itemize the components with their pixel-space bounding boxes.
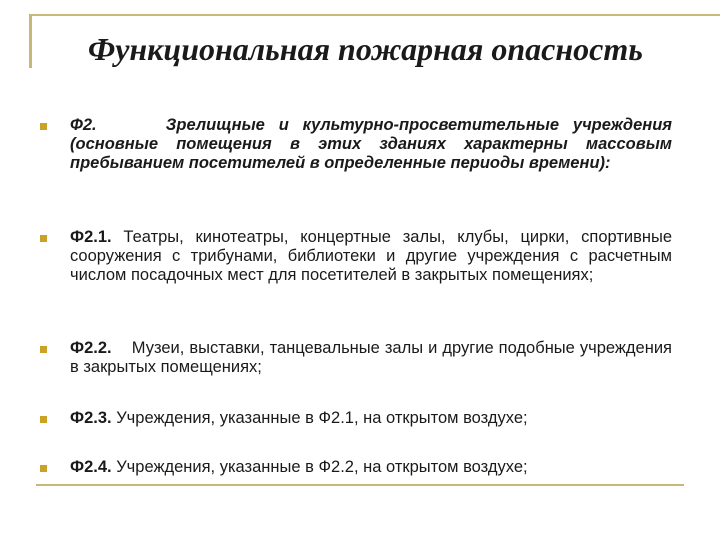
list-item-text: [70, 339, 672, 377]
bullet-marker: [40, 416, 47, 423]
bottom-rule: [36, 484, 684, 486]
list-item-text: [70, 228, 672, 285]
item-description: Учреждения, указанные в Ф2.1, на открытом воздухе;: [116, 409, 528, 427]
item-description: Музеи, выставки, танцевальные залы и другие подобные учреждения в закрытых помещениях;: [70, 339, 672, 376]
item-description: Зрелищные и культурно-просветительные учреждения (основные помещения в этих зданиях характерны массовым пребыванием посетителей в определенные периоды времени):: [70, 116, 673, 172]
list-item-text: [70, 409, 672, 428]
bullet-marker: [40, 346, 47, 353]
item-code: Ф2.4.: [70, 458, 112, 476]
item-code: Ф2.: [70, 116, 97, 134]
item-code: Ф2.1.: [70, 228, 112, 246]
top-rule: [29, 14, 720, 16]
item-description: Учреждения, указанные в Ф2.2, на открытом воздухе;: [116, 458, 528, 476]
list-item-text: [70, 116, 672, 173]
item-description: Театры, кинотеатры, концертные залы, клубы, цирки, спортивные сооружения с трибунами, библиотеки и другие учреждения с расчетным числом посадочных мест для посетителей в закрытых помещениях;: [70, 228, 673, 284]
bullet-marker: [40, 123, 47, 130]
bullet-marker: [40, 465, 47, 472]
item-code: Ф2.2.: [70, 339, 112, 357]
bullet-marker: [40, 235, 47, 242]
left-rule: [29, 14, 32, 68]
list-item-text: [70, 458, 672, 477]
item-code: Ф2.3.: [70, 409, 112, 427]
slide-title: Функциональная пожарная опасность: [88, 31, 643, 67]
